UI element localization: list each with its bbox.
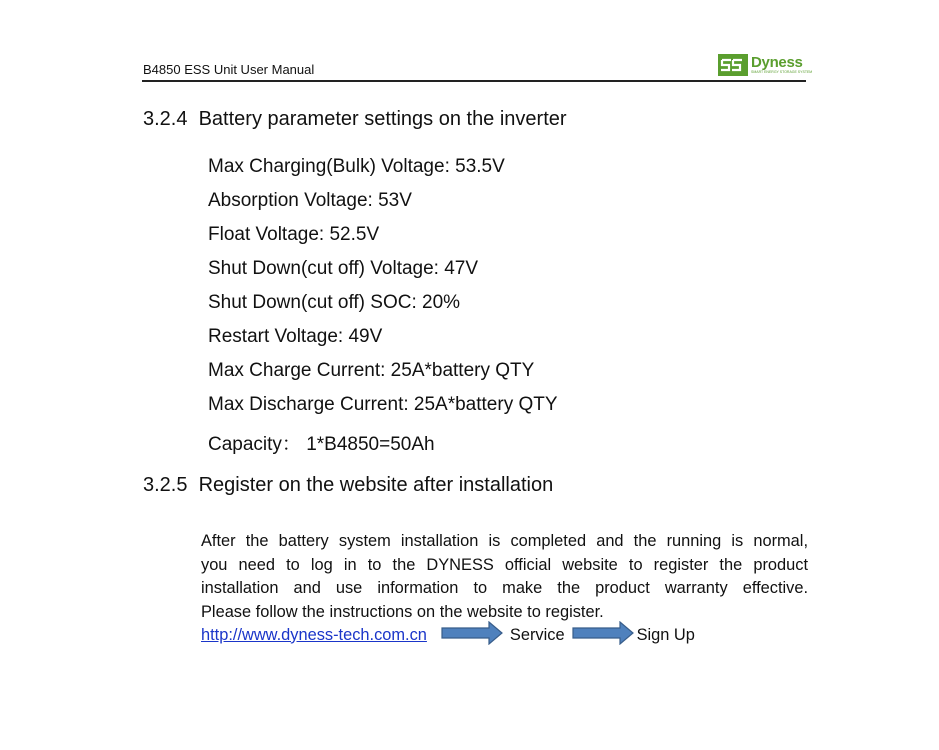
paragraph-line: installation and use information to make the product warranty effective. [201, 579, 808, 597]
registration-paragraph [201, 530, 808, 624]
arrow-right-icon [441, 621, 503, 650]
paragraph-line: Please follow the instructions on the website to register. [201, 602, 604, 621]
param-shutdown-voltage: Shut Down(cut off) Voltage: 47V [208, 258, 479, 279]
param-max-charge-current: Max Charge Current: 25A*battery QTY [208, 360, 535, 381]
param-capacity: Capacity： 1*B4850=50Ah [208, 434, 435, 455]
paragraph-line: you need to log in to the DYNESS official website to register the product [201, 555, 808, 574]
section-heading-3-2-5: 3.2.5 Register on the website after installation [143, 474, 554, 496]
document-title: B4850 ESS Unit User Manual [143, 62, 315, 77]
dyness-logo-icon [718, 54, 748, 76]
param-restart-voltage: Restart Voltage: 49V [208, 326, 383, 347]
step-service: Service [509, 625, 565, 644]
header-divider [142, 80, 806, 82]
logo-name: Dyness [751, 54, 803, 72]
section-heading-3-2-4: 3.2.4 Battery parameter settings on the inverter [143, 108, 567, 130]
dyness-logo [718, 53, 812, 77]
param-float-voltage: Float Voltage: 52.5V [208, 224, 380, 245]
arrow-right-icon [572, 621, 634, 650]
param-shutdown-soc: Shut Down(cut off) SOC: 20% [208, 292, 461, 313]
logo-tagline: SMART ENERGY STORAGE SYSTEM [751, 70, 813, 75]
param-max-discharge-current: Max Discharge Current: 25A*battery QTY [208, 394, 558, 415]
registration-flow [201, 623, 695, 647]
param-max-charging-voltage: Max Charging(Bulk) Voltage: 53.5V [208, 156, 505, 177]
paragraph-line: After the battery system installation is completed and the running is normal, [201, 532, 808, 550]
param-absorption-voltage: Absorption Voltage: 53V [208, 190, 412, 211]
dyness-website-link[interactable]: http://www.dyness-tech.com.cn [201, 625, 427, 644]
step-sign-up: Sign Up [636, 625, 695, 644]
